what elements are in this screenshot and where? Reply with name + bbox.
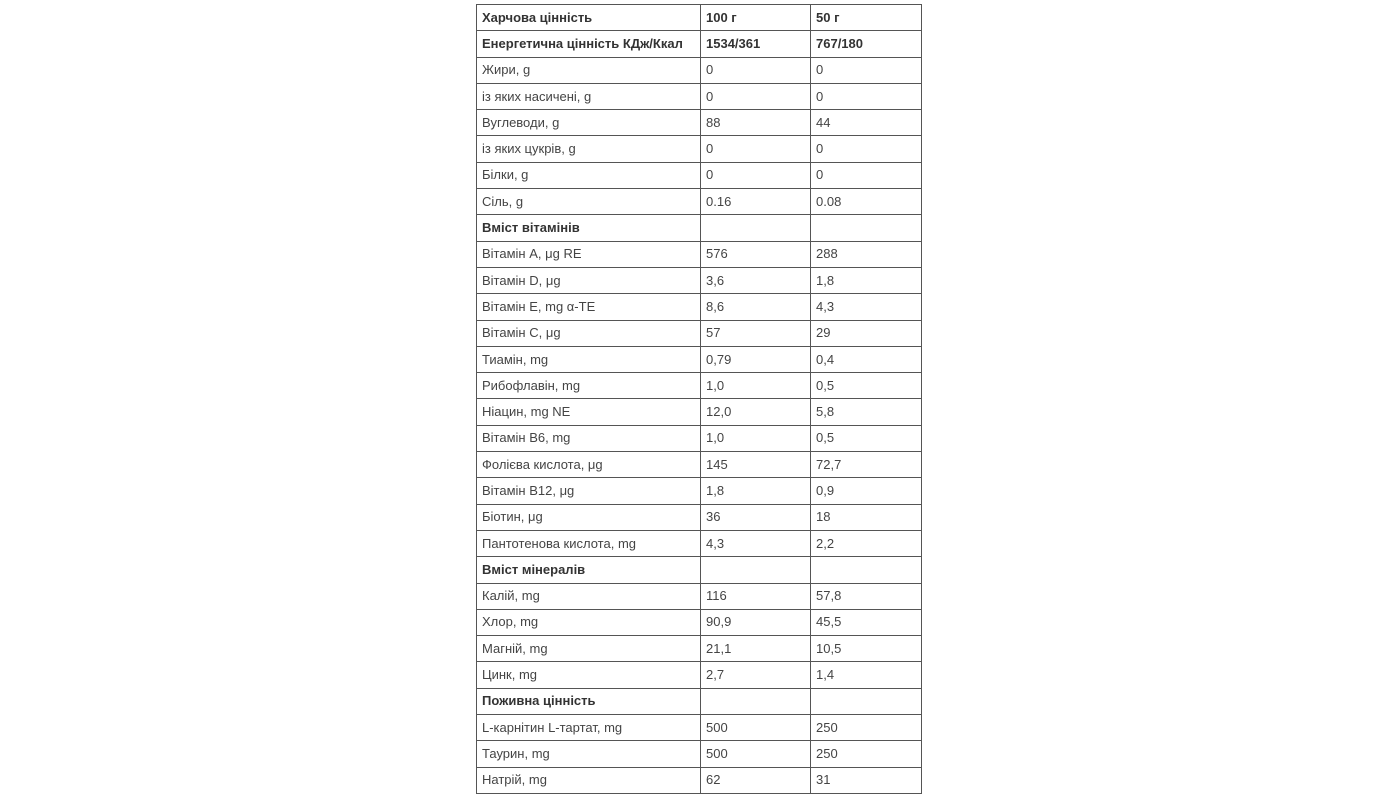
value-100g-cell: 8,6 xyxy=(701,294,811,320)
value-50g-cell: 0 xyxy=(811,83,922,109)
value-100g-cell: 0 xyxy=(701,83,811,109)
nutrient-label-cell: Вітамін D, μg xyxy=(477,267,701,293)
value-100g-cell: 0 xyxy=(701,57,811,83)
value-50g-cell: 250 xyxy=(811,741,922,767)
table-body xyxy=(477,5,922,794)
value-100g-cell: 3,6 xyxy=(701,267,811,293)
value-50g-cell: 45,5 xyxy=(811,609,922,635)
value-50g-cell: 767/180 xyxy=(811,31,922,57)
nutrient-label-cell: Хлор, mg xyxy=(477,609,701,635)
table-row xyxy=(477,636,922,662)
table-section-row xyxy=(477,215,922,241)
value-100g-cell: 2,7 xyxy=(701,662,811,688)
value-100g-cell: 1534/361 xyxy=(701,31,811,57)
nutrient-label-cell: Сіль, g xyxy=(477,189,701,215)
nutrient-label-cell: Калій, mg xyxy=(477,583,701,609)
header-50g-cell: 50 г xyxy=(811,5,922,31)
value-50g-cell: 72,7 xyxy=(811,452,922,478)
value-50g-cell: 2,2 xyxy=(811,530,922,556)
value-50g-cell: 31 xyxy=(811,767,922,793)
table-row xyxy=(477,267,922,293)
table-row xyxy=(477,189,922,215)
nutrient-label-cell: Вітамін B6, mg xyxy=(477,425,701,451)
table-row xyxy=(477,320,922,346)
value-50g-cell: 1,8 xyxy=(811,267,922,293)
nutrient-label-cell: Вітамін E, mg α-TE xyxy=(477,294,701,320)
table-row xyxy=(477,110,922,136)
table-row xyxy=(477,609,922,635)
table-row xyxy=(477,373,922,399)
value-100g-cell: 1,8 xyxy=(701,478,811,504)
nutrient-label-cell: Поживна цінність xyxy=(477,688,701,714)
table-row xyxy=(477,162,922,188)
value-100g-cell: 4,3 xyxy=(701,530,811,556)
value-100g-cell: 0 xyxy=(701,136,811,162)
nutrient-label-cell: Таурин, mg xyxy=(477,741,701,767)
header-100g-cell: 100 г xyxy=(701,5,811,31)
table-row xyxy=(477,583,922,609)
nutrient-label-cell: Вуглеводи, g xyxy=(477,110,701,136)
nutrient-label-cell: Білки, g xyxy=(477,162,701,188)
value-50g-cell: 250 xyxy=(811,715,922,741)
table-row xyxy=(477,767,922,793)
value-50g-cell: 4,3 xyxy=(811,294,922,320)
nutrient-label-cell: Біотин, μg xyxy=(477,504,701,530)
value-50g-cell: 29 xyxy=(811,320,922,346)
value-100g-cell: 62 xyxy=(701,767,811,793)
table-row xyxy=(477,399,922,425)
value-100g-cell: 576 xyxy=(701,241,811,267)
value-100g-cell: 21,1 xyxy=(701,636,811,662)
nutrient-label-cell: Цинк, mg xyxy=(477,662,701,688)
value-100g-cell: 1,0 xyxy=(701,425,811,451)
table-row xyxy=(477,504,922,530)
value-100g-cell: 0,79 xyxy=(701,346,811,372)
value-50g-cell: 0,9 xyxy=(811,478,922,504)
table-section-row xyxy=(477,557,922,583)
value-50g-cell xyxy=(811,557,922,583)
value-100g-cell: 0.16 xyxy=(701,189,811,215)
value-50g-cell xyxy=(811,688,922,714)
value-50g-cell xyxy=(811,215,922,241)
value-100g-cell: 88 xyxy=(701,110,811,136)
table-section-row xyxy=(477,31,922,57)
table-section-row xyxy=(477,688,922,714)
table-row xyxy=(477,715,922,741)
value-100g-cell: 500 xyxy=(701,715,811,741)
value-100g-cell: 12,0 xyxy=(701,399,811,425)
table-row xyxy=(477,57,922,83)
value-100g-cell: 0 xyxy=(701,162,811,188)
value-100g-cell: 145 xyxy=(701,452,811,478)
nutrient-label-cell: Натрій, mg xyxy=(477,767,701,793)
value-50g-cell: 0 xyxy=(811,57,922,83)
value-50g-cell: 1,4 xyxy=(811,662,922,688)
nutrient-label-cell: Магній, mg xyxy=(477,636,701,662)
nutrient-label-cell: Вміст вітамінів xyxy=(477,215,701,241)
nutrient-label-cell: Рибофлавін, mg xyxy=(477,373,701,399)
nutrient-label-cell: Вміст мінералів xyxy=(477,557,701,583)
nutrition-facts-table xyxy=(476,4,922,794)
value-50g-cell: 0,5 xyxy=(811,425,922,451)
value-100g-cell xyxy=(701,688,811,714)
table-header-row xyxy=(477,5,922,31)
table-row xyxy=(477,425,922,451)
nutrient-label-cell: L-карнітин L-тартат, mg xyxy=(477,715,701,741)
table-row xyxy=(477,294,922,320)
value-50g-cell: 18 xyxy=(811,504,922,530)
nutrient-label-cell: Тиамін, mg xyxy=(477,346,701,372)
table-row xyxy=(477,741,922,767)
value-100g-cell: 90,9 xyxy=(701,609,811,635)
table-row xyxy=(477,662,922,688)
nutrient-label-cell: Вітамін B12, μg xyxy=(477,478,701,504)
value-100g-cell: 36 xyxy=(701,504,811,530)
value-100g-cell xyxy=(701,215,811,241)
value-100g-cell: 500 xyxy=(701,741,811,767)
value-100g-cell: 116 xyxy=(701,583,811,609)
value-50g-cell: 0 xyxy=(811,162,922,188)
nutrient-label-cell: із яких насичені, g xyxy=(477,83,701,109)
header-label-cell: Харчова цінність xyxy=(477,5,701,31)
value-50g-cell: 44 xyxy=(811,110,922,136)
value-50g-cell: 57,8 xyxy=(811,583,922,609)
table-row xyxy=(477,346,922,372)
nutrient-label-cell: Вітамін A, μg RE xyxy=(477,241,701,267)
nutrient-label-cell: Енергетична цінність КДж/Ккал xyxy=(477,31,701,57)
value-100g-cell: 57 xyxy=(701,320,811,346)
value-50g-cell: 0.08 xyxy=(811,189,922,215)
value-100g-cell xyxy=(701,557,811,583)
nutrient-label-cell: із яких цукрів, g xyxy=(477,136,701,162)
value-50g-cell: 0,4 xyxy=(811,346,922,372)
table-row xyxy=(477,241,922,267)
nutrient-label-cell: Пантотенова кислота, mg xyxy=(477,530,701,556)
value-50g-cell: 5,8 xyxy=(811,399,922,425)
table-row xyxy=(477,83,922,109)
nutrient-label-cell: Ніацин, mg NE xyxy=(477,399,701,425)
table-row xyxy=(477,478,922,504)
value-50g-cell: 0 xyxy=(811,136,922,162)
nutrient-label-cell: Жири, g xyxy=(477,57,701,83)
nutrient-label-cell: Вітамін C, μg xyxy=(477,320,701,346)
table-row xyxy=(477,530,922,556)
nutrient-label-cell: Фолієва кислота, μg xyxy=(477,452,701,478)
value-50g-cell: 288 xyxy=(811,241,922,267)
table-row xyxy=(477,452,922,478)
value-50g-cell: 0,5 xyxy=(811,373,922,399)
value-100g-cell: 1,0 xyxy=(701,373,811,399)
value-50g-cell: 10,5 xyxy=(811,636,922,662)
table-row xyxy=(477,136,922,162)
